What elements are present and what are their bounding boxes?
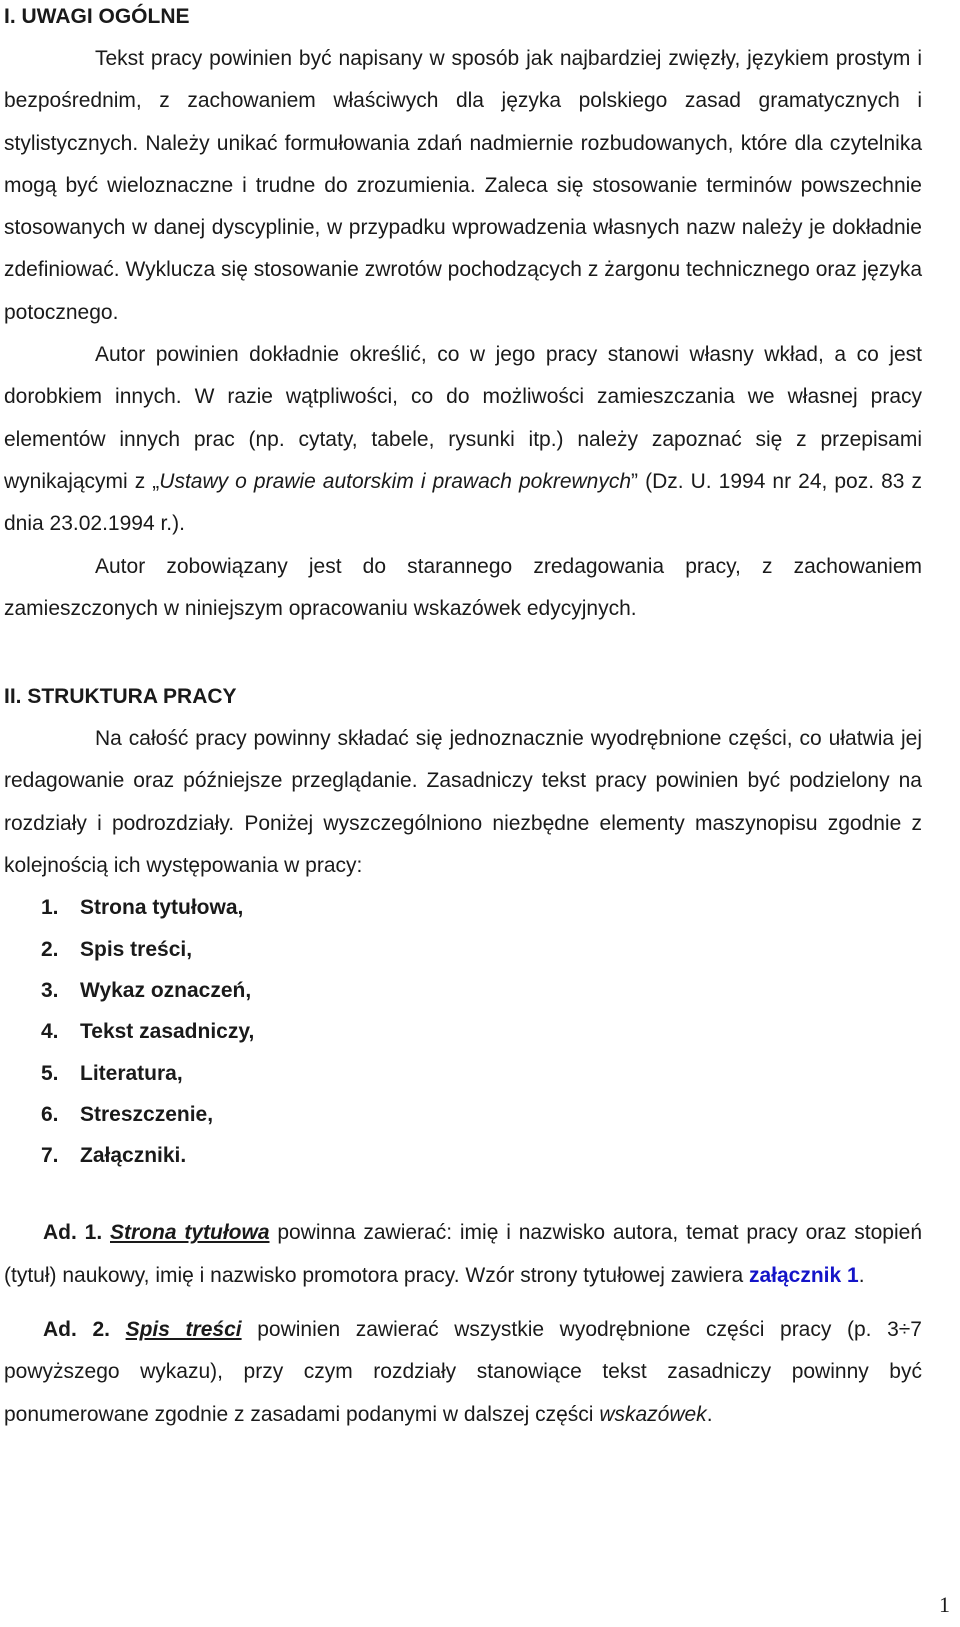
- document-page: [4, 0, 922, 1436]
- paragraph-structure-1: Na całość pracy powinny składać się jednoznacznie wyodrębnione części, co ułatwia jej redagowanie oraz późniejsze przeglądanie. Zasadniczy tekst pracy powinien być podzielony na rozdziały i podrozdziały. Poniżej wyszczególniono niezbędne elementy maszynopisu zgodnie z kolejnością ich występowania w pracy:: [4, 727, 922, 878]
- ad-prefix: Ad. 1.: [43, 1221, 103, 1245]
- appendix-link[interactable]: załącznik 1: [748, 1263, 859, 1287]
- ad-prefix: Ad. 2.: [43, 1318, 110, 1342]
- list-item-label: Spis treści,: [80, 937, 193, 961]
- paragraph-text: powinien zawierać wszystkie wyodrębnione części pracy (p. 3÷7 powyższego wykazu), przy czym rozdziały stanowiące tekst zasadniczy powinny być ponumerowane zgodnie z zasadami podanymi w dalszej części: [4, 1318, 922, 1426]
- list-item-number: 7.: [41, 1144, 59, 1168]
- list-item-number: 6.: [41, 1102, 59, 1126]
- paragraph-end: .: [858, 1263, 865, 1287]
- list-item-number: 5.: [41, 1061, 59, 1085]
- list-item-label: Strona tytułowa,: [80, 896, 244, 920]
- list-item-label: Wykaz oznaczeń,: [80, 978, 252, 1002]
- paragraph-ad-2: [4, 1309, 922, 1436]
- list-item-label: Literatura,: [80, 1061, 183, 1085]
- paragraph-text: Autor powinien dokładnie określić, co w jego pracy stanowi własny wkład, a co jest dorobkiem innych. W razie wątpliwości, co do możliwości zamieszczania we własnej pracy elementów innych prac (np. cytaty, tabele, rysunki itp.) należy zapoznać się z przepisami wynikającymi z „: [4, 343, 922, 493]
- term-contents: Spis treści: [125, 1318, 242, 1342]
- list-item: [4, 1094, 922, 1135]
- list-item-label: Streszczenie,: [80, 1102, 214, 1126]
- list-item-number: 1.: [41, 896, 59, 920]
- list-item-label: Tekst zasadniczy,: [80, 1020, 255, 1044]
- paragraph-ad-1: [4, 1212, 922, 1297]
- page-number: 1: [939, 1592, 950, 1617]
- list-item-number: 4.: [41, 1020, 59, 1044]
- guidelines-word: wskazówek: [599, 1402, 707, 1426]
- paragraph-text: powinna zawierać: imię i nazwisko autora, temat pracy oraz stopień (tytuł) naukowy, imię i nazwisko promotora pracy. Wzór strony tytułowej zawiera: [4, 1221, 922, 1287]
- paragraph-general-2: [4, 334, 922, 545]
- list-item-number: 2.: [41, 937, 59, 961]
- list-item: [4, 1135, 922, 1176]
- list-item-label: Załączniki.: [80, 1144, 187, 1168]
- structure-list: [4, 887, 922, 1176]
- law-title: Ustawy o prawie autorskim i prawach pokrewnych: [159, 469, 632, 493]
- list-item: [4, 1053, 922, 1094]
- list-item: [4, 887, 922, 928]
- paragraph-general-3: Autor zobowiązany jest do starannego zredagowania pracy, z zachowaniem zamieszczonych w niniejszym opracowaniu wskazówek edycyjnych.: [4, 554, 922, 620]
- term-title-page: Strona tytułowa: [110, 1221, 270, 1245]
- section-title-structure: II. STRUKTURA PRACY: [4, 685, 237, 709]
- list-item: [4, 929, 922, 970]
- list-item: [4, 1011, 922, 1052]
- section-title-general: I. UWAGI OGÓLNE: [4, 5, 190, 28]
- list-item: [4, 970, 922, 1011]
- paragraph-end: .: [706, 1402, 713, 1426]
- paragraph-text: ” (Dz. U. 1994 nr 24, poz. 83 z dnia 23.02.1994 r.).: [4, 469, 923, 536]
- list-item-number: 3.: [41, 978, 59, 1002]
- paragraph-general-1: Tekst pracy powinien być napisany w sposób jak najbardziej zwięzły, językiem prostym i bezpośrednim, z zachowaniem właściwych dla języka polskiego zasad gramatycznych i stylistycznych. Należy unikać formułowania zdań nadmiernie rozbudowanych, które dla czytelnika mogą być wieloznaczne i trudne do zrozumienia. Zaleca się stosowanie terminów powszechnie stosowanych w danej dyscyplinie, w przypadku wprowadzenia własnych nazw należy je dokładnie zdefiniować. Wyklucza się stosowanie zwrotów pochodzących z żargonu technicznego oraz języka potocznego.: [4, 47, 922, 324]
